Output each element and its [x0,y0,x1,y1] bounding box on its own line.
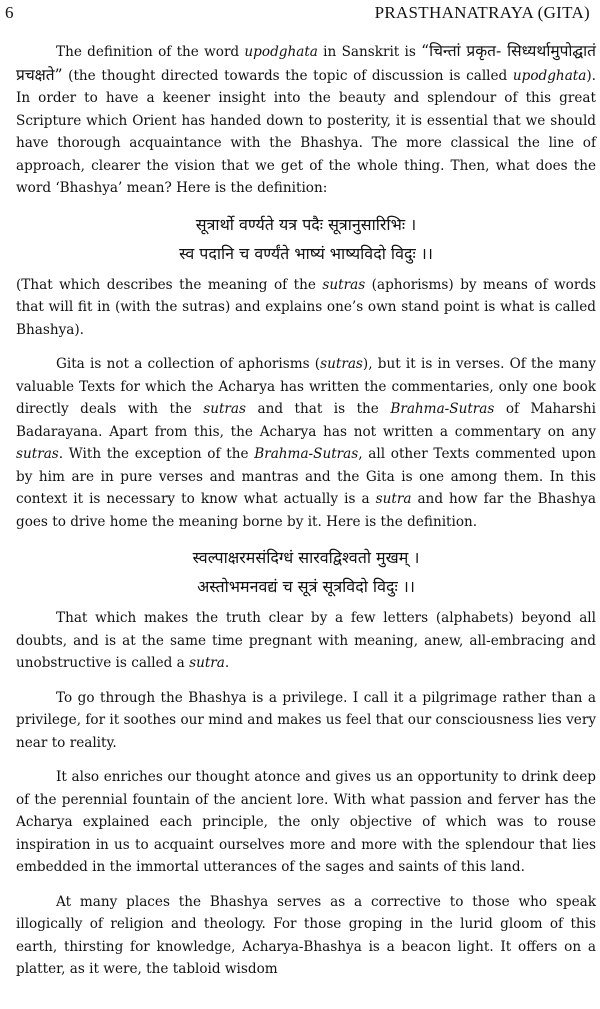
paragraph-enrichment: It also enriches our thought atonce and gives us an opportunity to drink deep of the perennial fountain of the ancient lore. With what passion and ferver has the Acharya explained each principle, the only objective of which was to rouse inspiration in us to acquaint ourselves more and more with the splendour that lies embedded in the immortal utterances of the sages and saints of this land. [16,769,596,875]
page-number: 6 [5,3,14,22]
text-run: , all other Texts commented upon by him are in pure verses and mantras and the Gita is one among them. In this context it is necessary to know what actually is a [16,446,596,507]
italic-term: sutras [16,446,59,462]
italic-term: Brahma-Sutras [390,401,495,417]
text-run: . With the exception of the [58,446,255,462]
text-run: (aphorisms) by means of words that will fit in (with the sutras) and explains one’s own stand point is what is called Bhashya). [16,276,596,338]
text-run: (That which describes the meaning of the [16,276,323,293]
paragraph-upodghata [16,40,596,200]
text-run: (the thought directed towards the topic of discussion is called [62,67,513,84]
text-run: ). In order to have a keener insight into the beauty and splendour of this great Scripture which Orient has handed down to posterity, it is essential that we should have thorough acquaintance with the Bhashya. The more classical the line of approach, clearer the vision that we get of the whole thing. Then, what does the word ‘Bhashya’ mean? Here is the definition: [16,67,596,196]
text-run: ), but it is in verses. Of the many valuable Texts for which the Acharya has written the commentaries, only one book directly deals with the [16,356,596,417]
verse-line: अस्तोभमनवद्यं च सूत्रं सूत्रविदो विदुः ।। [197,577,415,596]
text-run: and how far the Bhashya goes to drive home the meaning borne by it. Here is the definition. [16,491,596,530]
italic-term: sutra [189,655,225,671]
text-run: and that is the [246,401,391,417]
paragraph-corrective: At many places the Bhashya serves as a corrective to those who speak illogically of religion and theology. For those groping in the lurid gloom of this earth, thirsting for knowledge, Acharya-Bhashya is a beacon light. It offers on a platter, as it were, the tabloid wisdom [16,893,596,977]
verse-line: सूत्रार्थो वर्ण्यते यत्र पदैः सूत्रानुसारिभिः । [195,214,417,234]
sanskrit-quote: “चिन्तां प्रकृत- सिध्यर्थामुपोद्घातं प्रचक्षते” [16,42,597,84]
italic-term: sutras [203,401,247,417]
verse-line: स्व पदानि च वर्ण्यंते भाष्यं भाष्यविदो विदुः ।। [179,243,433,263]
paragraph-privilege: To go through the Bhashya is a privilege. I call it a pilgrimage rather than a privilege, for it soothes our mind and makes us feel that our consciousness lies very near to reality. [16,689,596,751]
italic-term: sutras [320,356,363,372]
paragraph-gita-sutras [16,353,596,533]
italic-term: upodghata [244,44,318,60]
sanskrit-verse-sutra [16,543,596,601]
text-run: The definition of the word [56,44,245,60]
paragraph-sutra-definition [16,607,596,675]
text-run: in Sanskrit is [317,44,422,60]
italic-term: sutras [322,276,366,293]
italic-term: Brahma-Sutras [254,446,359,462]
verse-line: स्वल्पाक्षरमसंदिग्धं सारवद्विश्वतो मुखम् । [192,548,420,567]
text-run: Gita is not a collection of aphorisms ( [56,356,321,372]
paragraph-bhashya-meaning [16,274,596,342]
text-run: of Maharshi Badarayana. Apart from this, the Acharya has not written a commentary on any [16,401,596,440]
running-title: PRASTHANATRAYA (GITA) [374,3,590,22]
italic-term: upodghata [512,67,587,84]
italic-term: sutra [375,491,412,507]
page-body [16,40,596,991]
text-run: That which makes the truth clear by a few letters (alphabets) beyond all doubts, and is at the same time pregnant with meaning, anew, all-embracing and unobstructive is called a [16,610,596,671]
running-header [0,0,600,26]
sanskrit-verse-bhashya [16,210,596,268]
text-run: . [224,655,230,671]
